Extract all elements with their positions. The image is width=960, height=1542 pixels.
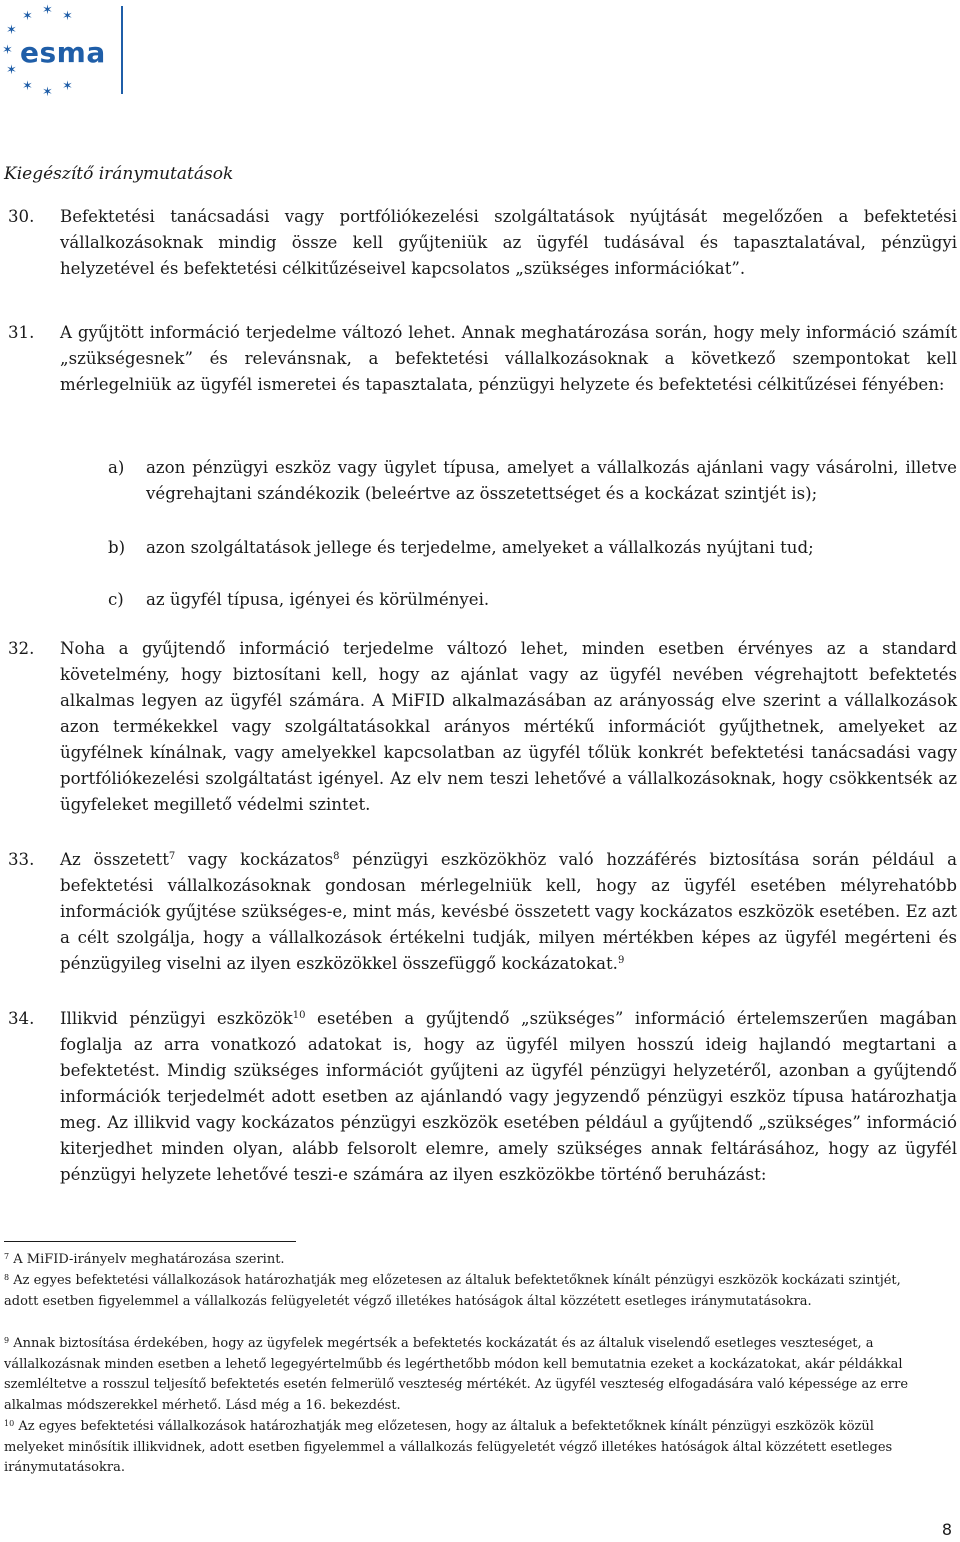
paragraph-text: Befektetési tanácsadási vagy portfóliókezelési szolgáltatások nyújtását megelőzően a befektetési vállalkozásoknak mindig össze kell gyűjteniük az ügyfél tudásával és tapasztalatával, pénzügyi helyzetével és befektetési célkitűzéseivel kapcsolatos „szükséges információkat”.: [60, 207, 957, 278]
svg-text:✶: ✶: [42, 85, 53, 100]
esma-logo: [0, 0, 140, 100]
footnote-text: Annak biztosítása érdekében, hogy az ügyfelek megértsék a befektetés kockázatát és az általuk viselendő esetleges veszteséget, a vállalkozásnak minden esetben a lehető legegyértelműbb és legérthetőbb módon kell bemutatnia ezeket a kockázatokat, akár példákkal szemléltetve a rosszul teljesítő befektetés esetén felmerülő veszteség mértékét. Az ügyfél veszteség elfogadására való képessége az erre alkalmas módszerekkel mérhető. Lásd még a 16. bekezdést.: [4, 1336, 909, 1413]
footnote-divider: [4, 1241, 296, 1242]
paragraph-number: 34.: [8, 1009, 35, 1028]
list-item: [108, 587, 957, 613]
list-item-text: az ügyfél típusa, igényei és körülményei.: [146, 590, 490, 609]
list-item: [108, 455, 957, 507]
paragraph-text: pénzügyi eszközökhöz való hozzáférés biztosítása során például a befektetési vállalkozásoknak gondosan mérlegelniük kell, hogy az ügyfél esetében mélyrehatóbb információk gyűjtése szükséges-e, mint más, kevésbé összetett vagy kockázatos eszközök esetében. Ez azt a célt szolgálja, hogy a vállalkozások értékelni tudják, milyen mértékben képes az ügyfél megérteni és pénzügyileg viselni az ilyen eszközökkel összefüggő kockázatokat.: [60, 850, 958, 973]
paragraph-text: Noha a gyűjtendő információ terjedelme változó lehet, minden esetben érvényes az a standard követelmény, hogy biztosítani kell, hogy az ajánlat vagy az ügyfél nevében végrehajtott befektetés alkalmas legyen az ügyfél számára. A MiFID alkalmazásában az arányosság elve szerint a vállalkozások azon termékekkel vagy szolgáltatásokkal arányos mértékű információt gyűjthetnek, amelyeket az ügyfélnek kínálnak, vagy amelyekkel kapcsolatban az ügyfél tőlük konkrét befektetési tanácsadási vagy portfóliókezelési szolgáltatást igényel. Az elv nem teszi lehetővé a vállalkozásoknak, hogy csökkentsék az ügyfeleket megillető védelmi szintet.: [60, 639, 957, 814]
svg-text:✶: ✶: [2, 43, 13, 58]
paragraph-number: 33.: [8, 850, 35, 869]
svg-text:✶: ✶: [6, 63, 17, 78]
svg-text:✶: ✶: [6, 23, 17, 38]
svg-text:✶: ✶: [62, 9, 73, 24]
svg-text:✶: ✶: [22, 79, 33, 94]
footnote-ref[interactable]: 10: [292, 1010, 306, 1021]
paragraph-33: [8, 847, 958, 977]
paragraph-number: 32.: [8, 639, 35, 658]
svg-text:✶: ✶: [22, 9, 33, 24]
footnote-number: 7: [4, 1252, 10, 1261]
paragraph-text: A gyűjtött információ terjedelme változó lehet. Annak meghatározása során, hogy mely információ számít „szükségesnek” és relevánsnak, a befektetési vállalkozásoknak a következő szempontokat kell mérlegelniük az ügyfél ismeretei és tapasztalata, pénzügyi helyzete és befektetési célkitűzései fényében:: [60, 323, 957, 394]
footnote-ref[interactable]: 8: [333, 851, 340, 862]
list-marker: c): [108, 590, 124, 609]
section-title: Kiegészítő iránymutatások: [4, 164, 234, 184]
footnote-text: A MiFID-irányelv meghatározása szerint.: [13, 1252, 285, 1267]
logo-wordmark: esma: [20, 36, 106, 69]
list-marker: a): [108, 458, 125, 477]
svg-text:✶: ✶: [62, 79, 73, 94]
footnote-number: 9: [4, 1336, 10, 1345]
footnote: [4, 1334, 934, 1416]
footnote: [4, 1417, 934, 1479]
paragraph-number: 31.: [8, 323, 35, 342]
paragraph-number: 30.: [8, 207, 35, 226]
paragraph-text: Illikvid pénzügyi eszközök: [60, 1009, 293, 1028]
paragraph-32: [8, 636, 957, 818]
paragraph-30: [8, 204, 957, 282]
footnote-ref[interactable]: 9: [617, 955, 625, 966]
list-item-text: azon pénzügyi eszköz vagy ügylet típusa, amelyet a vállalkozás ajánlani vagy vásárolni, illetve végrehajtani szándékozik (beleértve az összetettséget és a kockázat szintjét is);: [146, 458, 957, 503]
footnote-number: 10: [4, 1419, 15, 1428]
paragraph-text: Az összetett: [60, 850, 169, 869]
paragraph-31: [8, 320, 957, 398]
list-item: [108, 535, 957, 561]
list-item-text: azon szolgáltatások jellege és terjedelme, amelyeket a vállalkozás nyújtani tud;: [146, 538, 814, 557]
footnote-text: Az egyes befektetési vállalkozások határozhatják meg előzetesen, hogy az általuk a befektetőknek kínált pénzügyi eszközök közül melyeket minősítik illikvidnek, adott esetben figyelemmel a vállalkozás felügyeletét végző illetékes hatóságok által közzétett esetleges iránymutatásokra.: [4, 1419, 893, 1475]
footnote-ref[interactable]: 7: [168, 851, 176, 862]
paragraph-text: esetében a gyűjtendő „szükséges” információ értelemszerűen magában foglalja az arra vonatkozó adatokat is, hogy az ügyfél milyen hosszú ideig hajlandó megtartani a befektetést. Mindig szükséges információt gyűjteni az ügyfél pénzügyi helyzetéről, azonban a gyűjtendő információk terjedelmét adott esetben az ajánlandó vagy jegyzendő pénzügyi eszköz típusa határozhatja meg. Az illikvid vagy kockázatos pénzügyi eszközök esetében például a gyűjtendő „szükséges” információ kiterjedhet minden olyan, alább felsorolt elemre, amely szükséges annak feltárásához, hogy az ügyfél pénzügyi helyzete lehetővé teszi-e számára az ilyen eszközökbe történő beruházást:: [60, 1009, 957, 1184]
paragraph-text: vagy kockázatos: [175, 850, 334, 869]
paragraph-34: [8, 1006, 957, 1188]
list-marker: b): [108, 538, 126, 557]
page-number: 8: [941, 1520, 952, 1539]
footnote-text: Az egyes befektetési vállalkozások határozhatják meg előzetesen az általuk befektetőknek kínált pénzügyi eszközök kockázati szintjét, adott esetben figyelemmel a vállalkozás felügyeletét végző illetékes hatóságok által közzétett esetleges iránymutatásokra.: [4, 1273, 901, 1309]
footnote-number: 8: [4, 1273, 10, 1282]
svg-text:✶: ✶: [42, 3, 53, 18]
logo-divider: [121, 6, 123, 94]
footnote: [4, 1250, 934, 1271]
footnote: [4, 1271, 934, 1312]
